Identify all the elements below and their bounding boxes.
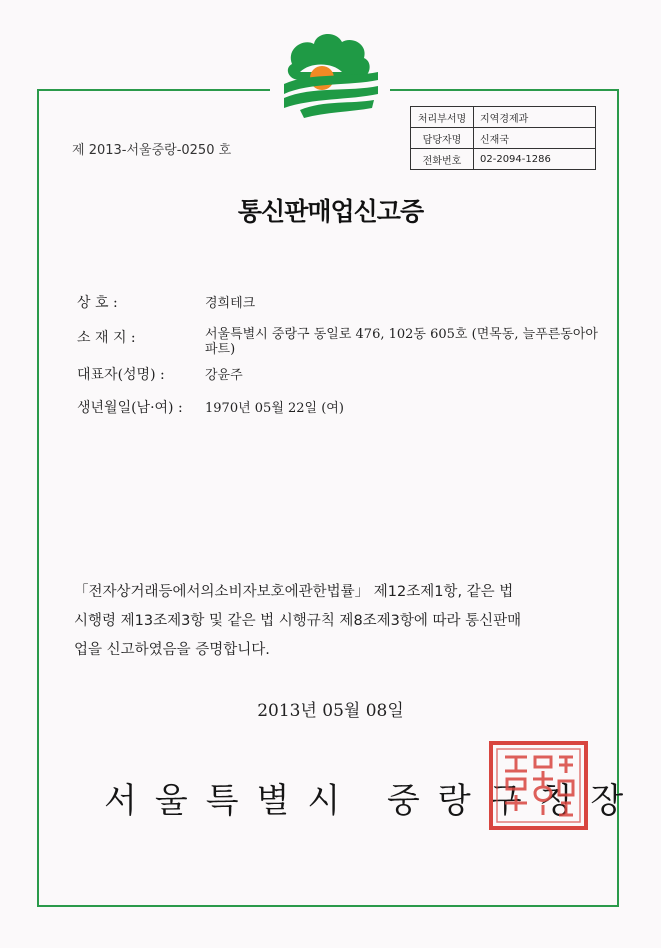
official-seal-icon: [489, 741, 588, 830]
table-header-cell: 처리부서명: [411, 107, 474, 128]
table-row: [411, 107, 596, 128]
district-emblem-icon: [270, 28, 390, 130]
document-number: 제 2013-서울중랑-0250 호: [72, 143, 232, 158]
address-label: 소 재 지 :: [77, 330, 136, 346]
birth-label: 생년월일(남·여) :: [77, 400, 183, 416]
table-cell: 신재국: [474, 128, 596, 149]
statement-line: 「전자상거래등에서의소비자보호에관한법률」 제12조제1항, 같은 법: [74, 584, 514, 600]
representative-value: 강윤주: [205, 368, 243, 383]
statement-line: 업을 신고하였음을 증명합니다.: [74, 642, 270, 658]
certificate-title: 통신판매업신고증: [237, 197, 424, 226]
address-value: 서울특별시 중랑구 동일로 476, 102동 605호 (면목동, 늘푸른동아아파트): [205, 327, 598, 357]
table-header-cell: 전화번호: [411, 149, 474, 170]
table-row: [411, 149, 596, 170]
trade-name-value: 경희테크: [205, 296, 256, 311]
issuer-name: 서울특별시 중랑구청장: [104, 781, 642, 821]
certification-statement: [74, 578, 588, 665]
trade-name-label: 상 호 :: [77, 295, 118, 311]
representative-label: 대표자(성명) :: [77, 367, 165, 383]
handler-info-table: [410, 106, 596, 170]
statement-line: 시행령 제13조제3항 및 같은 법 시행규칙 제8조제3항에 따라 통신판매: [74, 613, 522, 629]
table-row: [411, 128, 596, 149]
table-header-cell: 담당자명: [411, 128, 474, 149]
table-cell: 지역경제과: [474, 107, 596, 128]
table-cell: 02-2094-1286: [474, 149, 596, 170]
birth-value: 1970년 05월 22일 (여): [205, 401, 344, 416]
issue-date: 2013년 05월 08일: [257, 701, 404, 721]
